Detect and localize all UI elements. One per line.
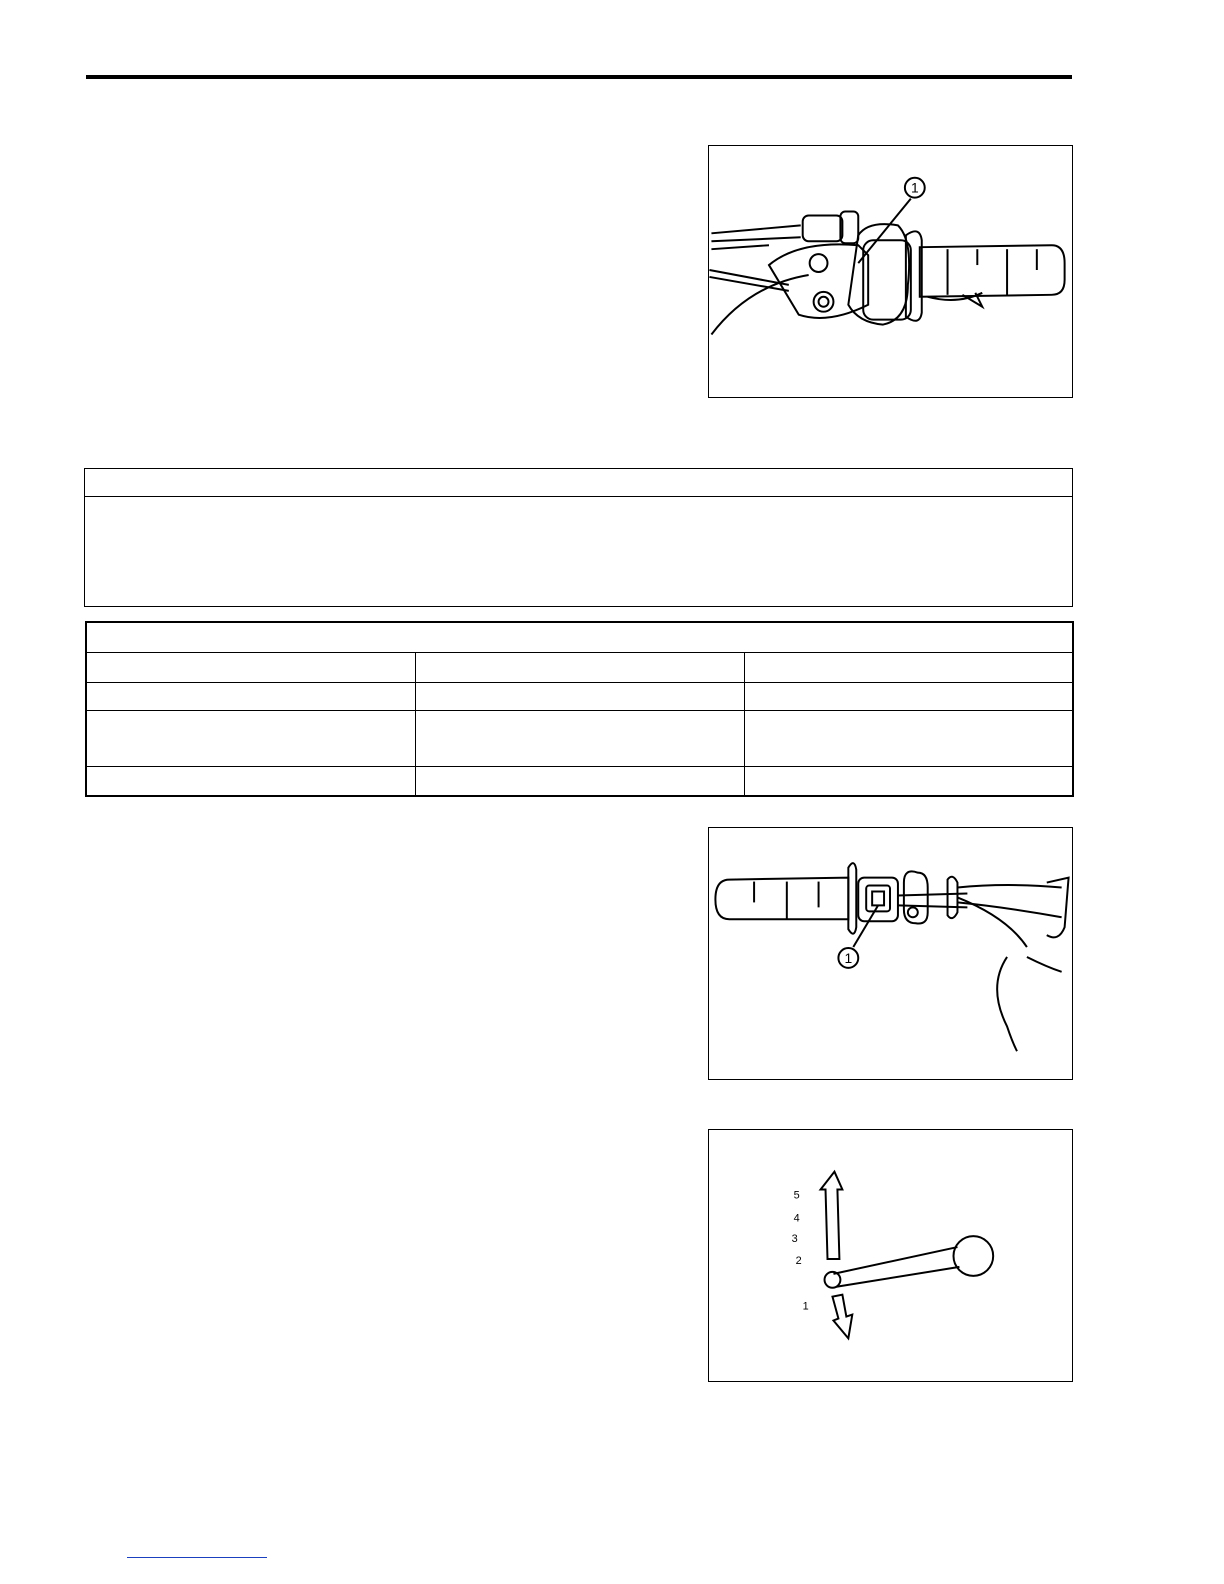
table-cell (415, 682, 744, 710)
table-cell (86, 682, 415, 710)
gear-shift-diagram (708, 1129, 1073, 1382)
table-cell (415, 710, 744, 766)
gear-shift-drawing (709, 1130, 1072, 1381)
note-box (84, 468, 1073, 607)
header-rule (86, 75, 1072, 79)
gear-label: 5 (793, 1189, 800, 1202)
table-cell (415, 652, 744, 682)
throttle-drawing (709, 146, 1072, 397)
footer-link-underline[interactable] (127, 1557, 267, 1558)
table-cell (86, 766, 415, 796)
table-row (86, 652, 1073, 682)
left-handlebar-illustration (708, 827, 1073, 1080)
table-cell (744, 766, 1073, 796)
table-row (86, 710, 1073, 766)
callout-label: 1 (910, 179, 919, 196)
table-cell (415, 766, 744, 796)
table-cell (744, 652, 1073, 682)
table-title-cell (86, 622, 1073, 652)
table-title-row (86, 622, 1073, 652)
gear-label: 3 (791, 1233, 798, 1246)
gear-label: 2 (795, 1254, 802, 1267)
table-cell (744, 682, 1073, 710)
table-cell (86, 652, 415, 682)
table-cell (86, 710, 415, 766)
table-cell (744, 710, 1073, 766)
callout-label: 1 (844, 949, 853, 966)
throttle-illustration (708, 145, 1073, 398)
left-handlebar-drawing (709, 828, 1072, 1079)
note-box-header (85, 469, 1072, 497)
table-row (86, 766, 1073, 796)
gear-label: 1 (802, 1300, 809, 1313)
spec-table (85, 621, 1074, 797)
table-row (86, 682, 1073, 710)
gear-label: 4 (793, 1212, 800, 1225)
